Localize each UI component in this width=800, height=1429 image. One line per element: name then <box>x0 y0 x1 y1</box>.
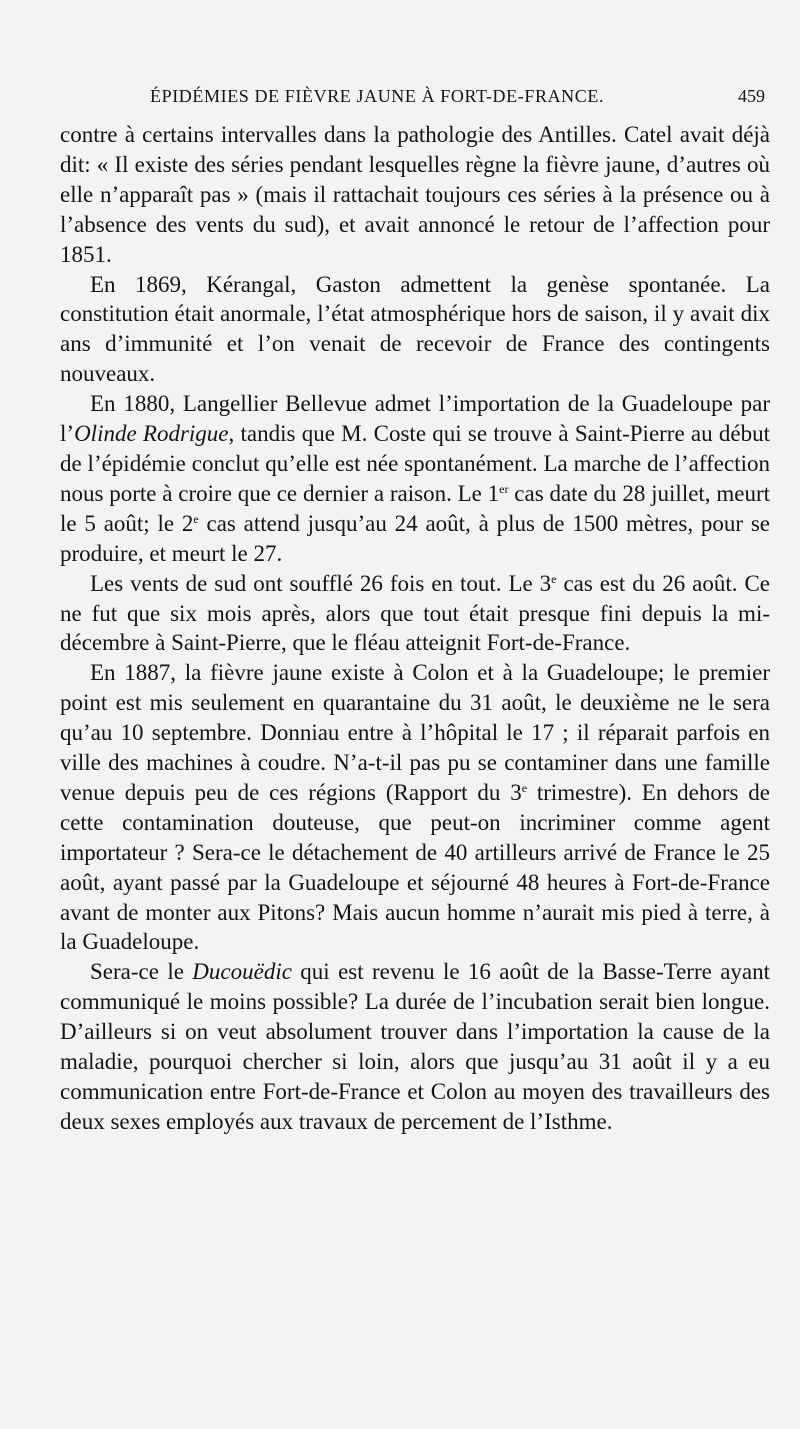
paragraph <box>60 389 770 568</box>
text-run: cas attend jusqu’au 24 août, à plus de 1500 mètres, pour se produire, et meurt le 27. <box>60 510 770 566</box>
page-number: 459 <box>738 86 765 106</box>
body-text <box>60 120 770 1137</box>
text-run: En 1880, Langellier Bellevue admet l’importation de la Guadeloupe par l’ <box>60 391 770 447</box>
text-run: , tandis que M. Coste qui se trouve à Saint-Pierre au début de l’épidémie conclut qu’elle est née spontanément. La marche de l’affection nous porte à croire que ce dernier a raison. Le 1 <box>60 421 770 506</box>
superscript: er <box>499 481 509 496</box>
paragraph <box>60 270 770 390</box>
superscript: e <box>551 571 557 586</box>
text-run: contre à certains intervalles dans la pathologie des Antilles. Catel avait déjà dit: « Il existe des séries pendant lesquelles règne la fièvre jaune, d’autres où elle n’apparaît pas » (mais il rattachait toujours ces séries à la présence ou à l’absence des vents du sud), et avait annoncé le retour de l’affection pour 1851. <box>60 122 770 267</box>
text-run: En 1887, la fièvre jaune existe à Colon et à la Guadeloupe; le premier point est mis seulement en quarantaine du 31 août, le deuxième ne le sera qu’au 10 septembre. Donniau entre à l’hôpital le 17 ; il réparait parfois en ville des machines à coudre. N’a-t-il pas pu se contaminer dans une famille venue depuis peu de ces régions (Rapport du 3 <box>60 660 770 805</box>
text-run: cas est du 26 août. Ce ne fut que six mois après, alors que tout était presque fini depuis la mi-décembre à Saint-Pierre, que le fléau atteignit Fort-de-France. <box>60 570 770 656</box>
page-header <box>60 84 765 114</box>
paragraph <box>60 120 770 270</box>
italic-text: Ducouëdic <box>192 959 292 985</box>
superscript: e <box>521 780 528 795</box>
running-title: ÉPIDÉMIES DE FIÈVRE JAUNE À FORT-DE-FRANCE. <box>150 86 605 106</box>
italic-text: Olinde Rodrigue <box>74 421 229 447</box>
text-run: En 1869, Kérangal, Gaston admettent la genèse spontanée. La constitution était anormale, l’état atmosphérique hors de saison, il y avait dix ans d’immunité et l’on venait de recevoir de France des contingents nouveaux. <box>60 271 770 387</box>
text-run: cas date du 28 juillet, meurt le 5 août; le 2 <box>60 480 771 536</box>
superscript: e <box>193 511 199 526</box>
paragraph <box>60 658 770 957</box>
text-run: Sera-ce le <box>90 959 193 985</box>
paragraph <box>60 569 770 659</box>
text-run: qui est revenu le 16 août de la Basse-Terre ayant communiqué le moins possible? La durée de l’incubation serait bien longue. D’ailleurs si on veut absolument trouver dans l’importation la cause de la maladie, pourquoi chercher si loin, alors que jusqu’au 31 août il y a eu communication entre Fort-de-France et Colon au moyen des travailleurs des deux sexes employés aux travaux de percement de l’Isthme. <box>60 959 770 1134</box>
text-run: trimestre). En dehors de cette contamination douteuse, que peut-on incriminer comme agent importateur ? Sera-ce le détachement de 40 artilleurs arrivé de France le 25 août, ayant passé par la Guadeloupe et séjourné 48 heures à Fort-de-France avant de monter aux Pitons? Mais aucun homme n’aurait mis pied à terre, à la Guadeloupe. <box>60 779 771 955</box>
text-run: Les vents de sud ont soufflé 26 fois en tout. Le 3 <box>90 570 552 596</box>
paragraph <box>60 957 770 1136</box>
